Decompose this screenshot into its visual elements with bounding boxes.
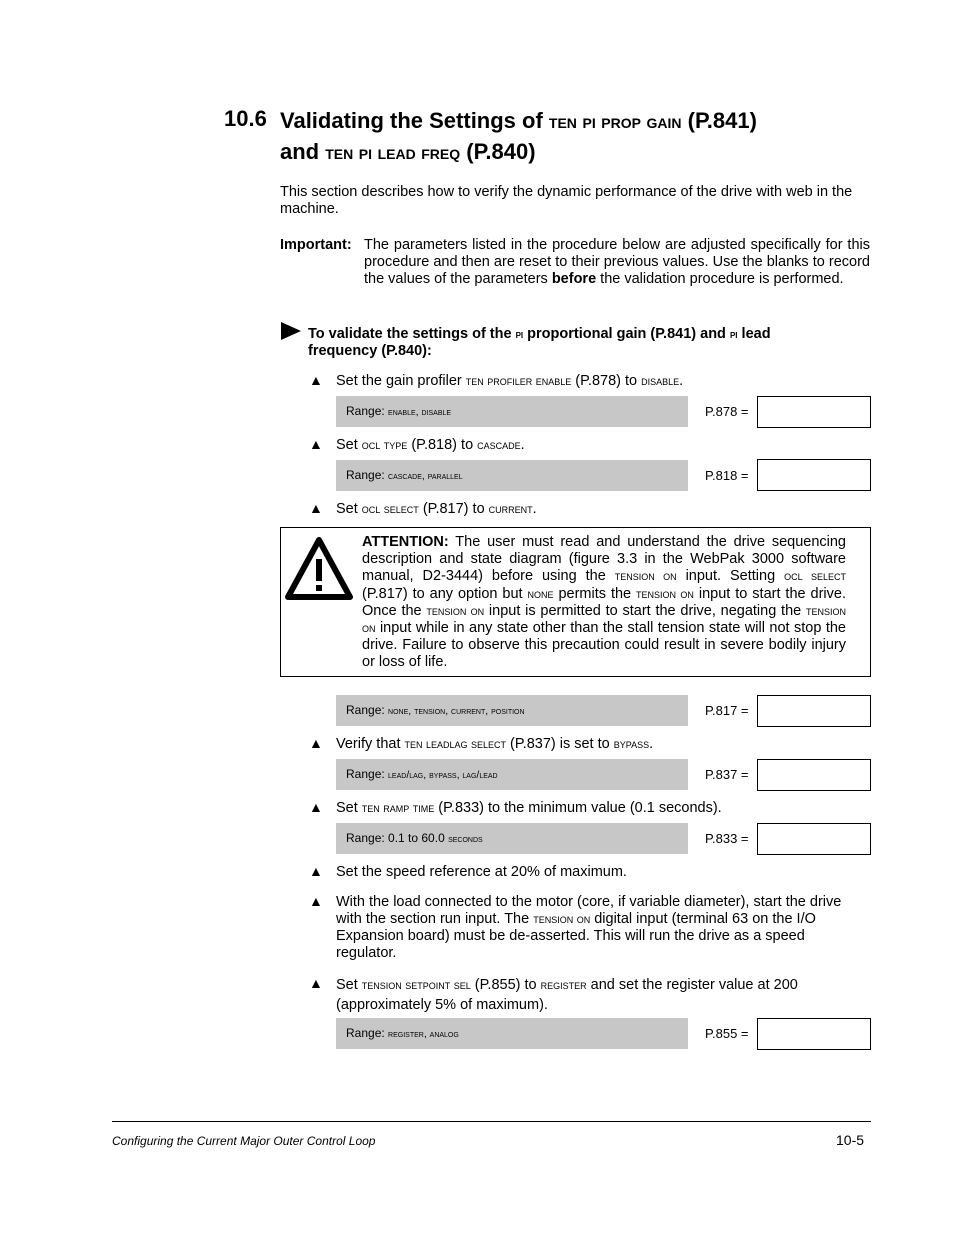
value-field-p818[interactable]: [757, 459, 871, 491]
attention-text: ATTENTION: The user must read and understand the drive sequencing description and state diagram (figure 3.3 in the WebPak 3000 software manual, D2-3444) before using the tension on input. Setting ocl select (P.817) to any option but none permits the tension on input to start the drive. Once the tension on input is permitted to start the drive, negating the tension on input while in any state other than the stall tension state will not stop the drive. Failure to observe this precaution could result in severe bodily injury or loss of life.: [362, 534, 847, 671]
procedure-arrow-icon: [281, 322, 301, 340]
step-5: Set ten ramp time (P.833) to the minimum value (0.1 seconds).: [336, 800, 722, 816]
param-label-p817: P.817 =: [705, 703, 749, 718]
range-bar-p837: Range: lead/lag, bypass, lag/lead: [336, 759, 688, 790]
param-label-p855: P.855 =: [705, 1026, 749, 1041]
value-field-p817[interactable]: [757, 695, 871, 727]
bullet-icon: ▲: [309, 893, 323, 909]
range-bar-p833: Range: 0.1 to 60.0 seconds: [336, 823, 688, 854]
intro-paragraph: This section describes how to verify the dynamic performance of the drive with web in the machine.: [280, 184, 853, 217]
section-title: Validating the Settings of ten pi prop gain (P.841) and ten pi lead freq (P.840): [280, 108, 757, 164]
value-field-p837[interactable]: [757, 759, 871, 791]
section-number: 10.6: [224, 106, 267, 131]
param-label-p833: P.833 =: [705, 831, 749, 846]
bullet-icon: ▲: [309, 799, 323, 815]
footer-rule: [112, 1121, 871, 1122]
important-text: The parameters listed in the procedure below are adjusted specifically for this procedure and then are reset to their previous values. Use the blanks to record the values of the parameters before the validation procedure is performed.: [364, 237, 870, 287]
step-3: Set ocl select (P.817) to current.: [336, 501, 537, 517]
value-field-p878[interactable]: [757, 396, 871, 428]
param-label-p878: P.878 =: [705, 404, 749, 419]
range-bar-p817: Range: none, tension, current, position: [336, 695, 688, 726]
step-1: Set the gain profiler ten profiler enable (P.878) to disable.: [336, 373, 684, 389]
step-8: Set tension setpoint sel (P.855) to register and set the register value at 200 (approximately 5% of maximum).: [336, 977, 798, 1013]
footer-chapter-title: Configuring the Current Major Outer Control Loop: [112, 1134, 376, 1148]
bullet-icon: ▲: [309, 863, 323, 879]
step-6: Set the speed reference at 20% of maximum.: [336, 864, 627, 880]
value-field-p855[interactable]: [757, 1018, 871, 1050]
value-field-p833[interactable]: [757, 823, 871, 855]
param-label-p818: P.818 =: [705, 468, 749, 483]
important-label: Important:: [280, 237, 352, 253]
warning-triangle-icon: [285, 537, 353, 601]
procedure-heading: To validate the settings of the pi proportional gain (P.841) and pi lead frequency (P.840):: [308, 326, 771, 359]
footer-page-number: 10-5: [836, 1132, 865, 1148]
step-2: Set ocl type (P.818) to cascade.: [336, 437, 525, 453]
bullet-icon: ▲: [309, 500, 323, 516]
range-bar-p818: Range: cascade, parallel: [336, 460, 688, 491]
range-bar-p855: Range: register, analog: [336, 1018, 688, 1049]
bullet-icon: ▲: [309, 372, 323, 388]
range-bar-p878: Range: enable, disable: [336, 396, 688, 427]
step-7: With the load connected to the motor (core, if variable diameter), start the drive with the section run input. The tension on digital input (terminal 63 on the I/O Expansion board) must be de-asserted. This will run the drive as a speed regulator.: [336, 894, 842, 961]
bullet-icon: ▲: [309, 975, 323, 991]
param-label-p837: P.837 =: [705, 767, 749, 782]
bullet-icon: ▲: [309, 735, 323, 751]
step-4: Verify that ten leadlag select (P.837) is set to bypass.: [336, 736, 654, 752]
bullet-icon: ▲: [309, 436, 323, 452]
